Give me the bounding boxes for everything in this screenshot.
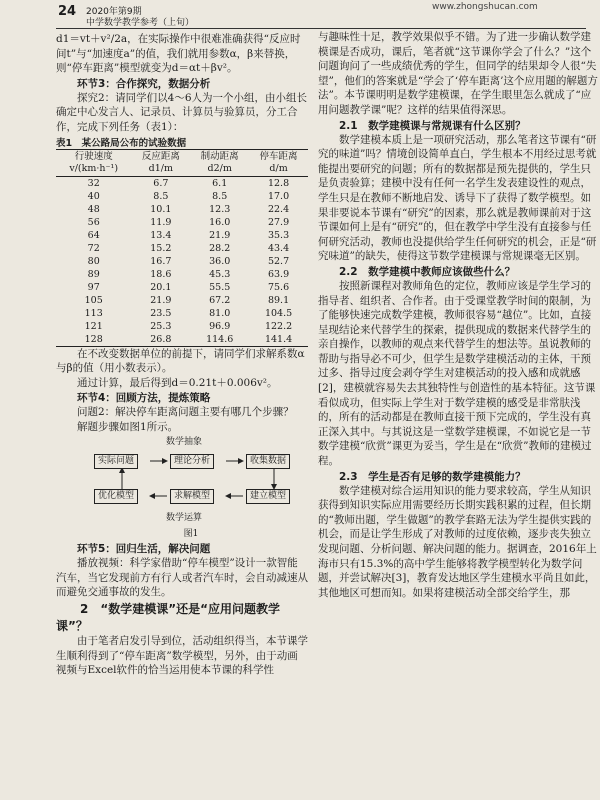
table-cell: 10.1 <box>150 203 172 215</box>
table-cell: 6.7 <box>153 177 169 189</box>
table-cell: 97 <box>87 281 100 293</box>
table-cell: 21.9 <box>150 294 172 306</box>
header-line: 制动距离 <box>200 150 239 162</box>
header-line: 反应距离 <box>141 150 180 162</box>
table-cell: 8.5 <box>153 190 169 202</box>
table-cell: 105 <box>84 294 103 306</box>
step-optimize-model: 优化模型 <box>94 489 138 504</box>
section-heading: 环节5：回归生活，解决问题 <box>77 543 211 556</box>
header-line: 行驶速度 <box>74 150 113 162</box>
paragraph: 数学建模本质上是一项研究活动，那么笔者这节课有“研究的味道”吗？情境创设简单直白，学生根本不用经过思考就能提出要研究的问题；所有的数据都是预先提供的，学生只是负责验算；建模中没有任何一名学生发表建设性的观点，学生只是在教师不断地启发、诱导下了获得了数学模型。如果非要说本节课有“研究”的因素，那么就是教师课前对于这节课如何上是有“研究”的，但在教学中学生没有直接参与任何研究活动，教师也没提供给学生任何研究的机会，正是“研究味道”的缺失，使得这节数学建模课与常规课毫无区别。 <box>318 133 597 263</box>
table-cell: 64 <box>87 229 100 241</box>
paragraph: 数学建模对综合运用知识的能力要求较高，学生从知识获得到知识实际应用需要经历长期实践积累的过程，但长期的“教师出题，学生做题”的教学套路无法为学生提供实践的机会，而是让学生形成了对教师的过度依赖，逐步丧失独立发现问题、分析问题、解决问题的能力。据调查，2016年上海市只有15.3%的高中学生能够将教学模型转化为数学问题，并尝试解决[3]，教育发达地区学生建模水平尚且如此，其他地区可想而知。如果将建模活动全部交给学生，那 <box>318 484 597 599</box>
paragraph: 通过计算，最后得到d＝0.21t＋0.006v²。 <box>77 376 278 389</box>
table-row <box>56 268 308 281</box>
section-heading: 2.2 数学建模中教师应该做些什么？ <box>339 265 516 278</box>
paragraph: 由于笔者启发引导到位，活动组织得当，本节课学生顺利得到了“停车距离”数学模型，另外，由于动画视频与Excel软件的恰当运用使本节课的科学性 <box>56 634 308 677</box>
table-row <box>56 281 308 294</box>
step-theory-analysis: 理论分析 <box>170 454 214 469</box>
table-cell: 21.9 <box>209 229 231 241</box>
step-solve-model: 求解模型 <box>170 489 214 504</box>
paragraph: 播放视频：科学家借助“停车模型”设计一款智能汽车，当它发现前方有行人或者汽车时，会自动减速从而避免交通事故的发生。 <box>56 557 308 599</box>
table-row <box>56 320 308 333</box>
table-cell: 80 <box>87 255 100 267</box>
table-row <box>56 242 308 255</box>
table-row <box>56 307 308 320</box>
paragraph: 问题2：解决停车距离问题主要有哪几个步骤？ <box>77 406 294 419</box>
table-cell: 32 <box>87 177 100 189</box>
step-collect-data: 收集数据 <box>246 454 290 469</box>
table-cell: 81.0 <box>209 307 231 319</box>
table-cell: 89 <box>87 268 100 280</box>
section-heading: 环节4：回顾方法，提炼策略 <box>77 392 211 405</box>
section-heading: 环节3：合作探究，数据分析 <box>77 77 211 90</box>
table-cell: 20.1 <box>150 281 172 293</box>
table-row <box>56 333 308 347</box>
table-cell: 114.6 <box>190 333 249 347</box>
diagram-top-label: 数学抽象 <box>166 436 203 447</box>
table-header-cell <box>249 149 308 176</box>
chapter-heading: 2 “数学建模课”还是“应用问题教学课”？ <box>56 601 281 633</box>
table-cell: 23.5 <box>150 307 172 319</box>
step-actual-problem: 实际问题 <box>94 454 138 469</box>
table-cell: 52.7 <box>267 255 290 267</box>
header-line: 停车距离 <box>259 150 298 162</box>
table-cell: 128 <box>56 333 131 347</box>
right-column <box>318 30 598 600</box>
table-cell: 56 <box>87 216 100 228</box>
page-number: 24 <box>58 4 77 19</box>
table-caption: 表1 某公路局公布的试验数据 <box>56 137 187 149</box>
table-row <box>56 176 308 190</box>
table-cell: 15.2 <box>150 242 172 254</box>
table-cell: 36.0 <box>209 255 231 267</box>
left-column <box>56 32 308 678</box>
paragraph: 与趣味性十足，教学效果似乎不错。为了进一步确认数学建模课是否成功，课后，笔者就“这节课你学会了什么？”这个问题询问了一些成绩优秀的学生，但同学的结果却令人很“失望”，他们的答案就是“学会了‘停车距离’这个应用题的解题方法”。本节课明明是数学建模课，在学生眼里怎么就成了“应用问题教学课”呢？这样的结果值得深思。 <box>318 31 598 116</box>
step-build-model: 建立模型 <box>246 489 290 504</box>
table-cell: 45.3 <box>209 268 231 280</box>
table-cell: 35.3 <box>267 229 290 241</box>
figure-caption: 图1 <box>183 528 199 539</box>
table-cell: 141.4 <box>249 333 308 347</box>
header-line: d/m <box>269 162 288 174</box>
table-cell: 63.9 <box>267 268 290 280</box>
paragraph: 在不改变数据单位的前提下，请同学们求解系数α与β的值（用小数表示）。 <box>56 347 305 375</box>
table-cell: 13.4 <box>150 229 172 241</box>
table-row <box>56 203 308 216</box>
section-heading: 2.3 学生是否有足够的数学建模能力？ <box>339 470 526 483</box>
website-label: www.zhongshucan.com <box>432 2 538 12</box>
paragraph: d1＝vt＋v²/2a，在实际操作中很难准确获得“反应时间t”与“加速度a”的值，我们就用参数α，β来替换，则“停车距离”模型就变为d＝αt＋βv²。 <box>56 33 301 75</box>
journal-name: 中学数学教学参考（上旬） <box>86 18 195 28</box>
table-cell: 26.8 <box>131 333 190 347</box>
section-heading: 2.1 数学建模课与常规课有什么区别？ <box>339 119 526 132</box>
table-cell: 16.0 <box>209 216 231 228</box>
table-cell: 25.3 <box>150 320 172 332</box>
table-cell: 55.5 <box>209 281 231 293</box>
header-line: d2/m <box>207 162 232 174</box>
table-header-cell <box>131 149 190 176</box>
data-table <box>56 149 308 347</box>
table-header-cell <box>56 149 131 176</box>
table-cell: 18.6 <box>150 268 172 280</box>
header-line: d1/m <box>148 162 174 174</box>
table-cell: 96.9 <box>209 320 231 332</box>
table-cell: 17.0 <box>267 190 290 202</box>
table-cell: 48 <box>87 203 100 215</box>
table-row <box>56 255 308 268</box>
table-cell: 121 <box>84 320 103 332</box>
table-cell: 12.8 <box>267 177 290 189</box>
header-line: v/(km·h⁻¹) <box>69 162 119 174</box>
table-cell: 104.5 <box>264 307 293 319</box>
table-row <box>56 190 308 203</box>
paragraph: 探究2：请同学们以4～6人为一个小组，由小组长确定中心发言人、记录员、计算员与验算员，分工合作，完成下列任务（表1）： <box>56 91 308 133</box>
diagram-bottom-label: 数学运算 <box>166 512 203 523</box>
paragraph: 解题步骤如图1所示。 <box>77 420 179 433</box>
table-cell: 27.9 <box>267 216 290 228</box>
table-cell: 22.4 <box>267 203 290 215</box>
table-cell: 113 <box>84 307 103 319</box>
table-cell: 89.1 <box>267 294 290 306</box>
table-row <box>56 294 308 307</box>
table-row <box>56 216 308 229</box>
table-cell: 75.6 <box>267 281 290 293</box>
table-cell: 72 <box>87 242 100 254</box>
table-cell: 16.7 <box>150 255 172 267</box>
table-cell: 67.2 <box>209 294 231 306</box>
table-cell: 28.2 <box>209 242 231 254</box>
table-row <box>56 229 308 242</box>
table-cell: 11.9 <box>150 216 172 228</box>
table-cell: 122.2 <box>264 320 293 332</box>
header-rule <box>56 28 586 29</box>
table-cell: 40 <box>87 190 100 202</box>
table-cell: 12.3 <box>209 203 231 215</box>
table-header-cell <box>190 149 249 176</box>
paragraph: 按照新课程对教师角色的定位，教师应该是学生学习的指导者、组织者、合作者。由于受课堂教学时间的限制，为了能够快速完成数学建模，教师很容易“越位”。比如，直接呈现结论来代替学生的探索，提供现成的数据来代替学生的亲自操作，以教师的观点来代替学生的想法等。虽说教师的帮助与指导必不可少，但学生是数学建模活动的主体，干预过多、指导过度会剥夺学生对建模活动的投入感和成就感[2]，建模就容易失去其独特性与创造性的基本特征。这节课看似成功，但实际上学生对于数学建模的感受是非常肤浅的，所有的活动都是在教师直接干预下完成的，学生没有真正深入其中。与其说这是一堂数学建模课，不如说它是一节数学建模“欣赏”课更为妥当，学生是在“欣赏”教师的建模过程。 <box>318 279 596 468</box>
steps-diagram <box>56 435 308 527</box>
table-cell: 8.5 <box>212 190 228 202</box>
table-cell: 6.1 <box>212 177 228 189</box>
issue-label: 2020年第9期 <box>86 7 142 17</box>
table-cell: 43.4 <box>267 242 290 254</box>
